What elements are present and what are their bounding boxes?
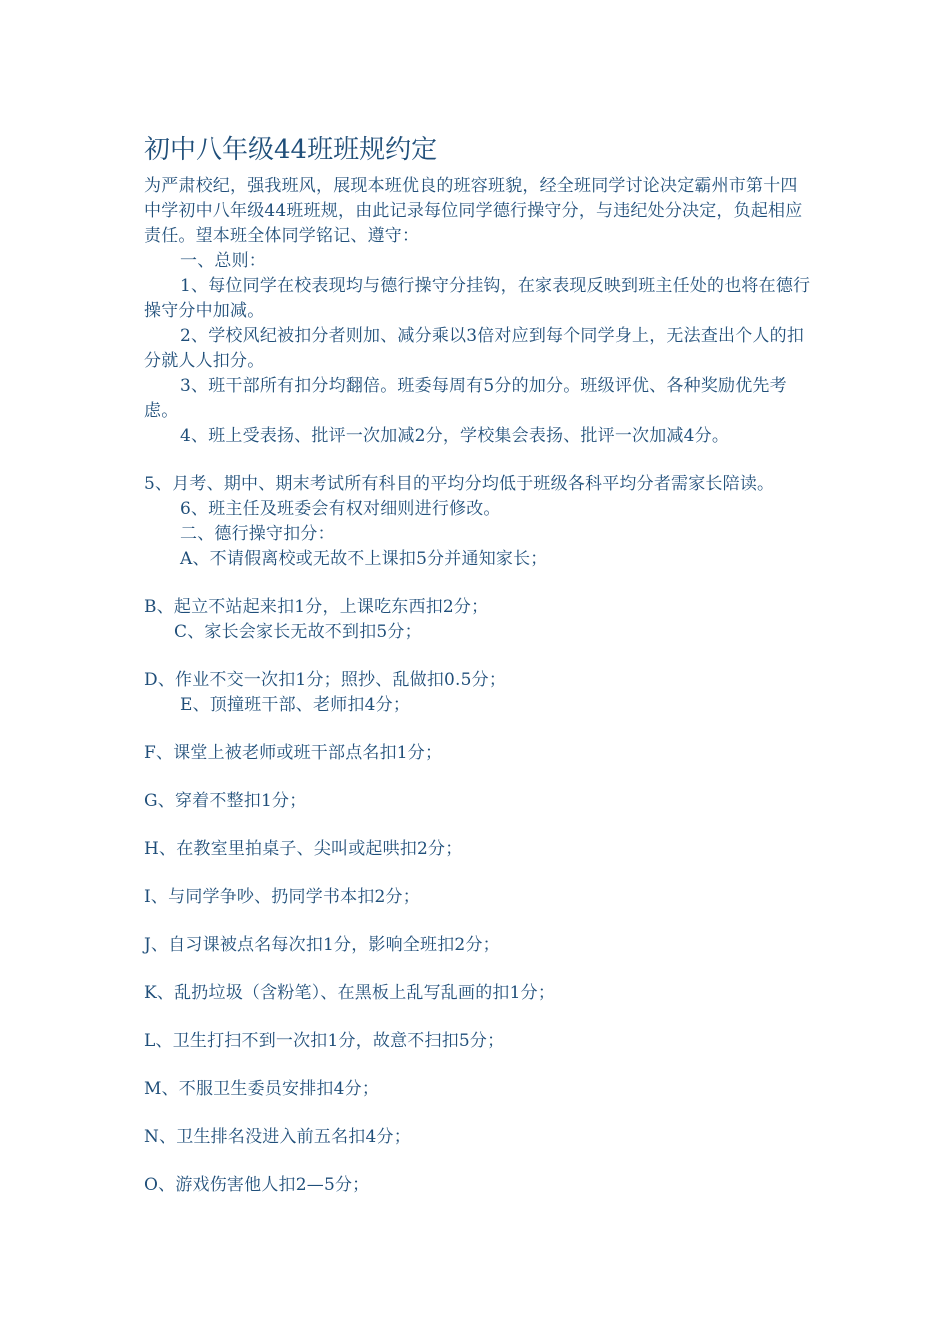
deduction-item-j: J、自习课被点名每次扣1分，影响全班扣2分； — [144, 935, 500, 955]
intro-paragraph: 为严肃校纪，强我班风，展现本班优良的班容班貌，经全班同学讨论决定霸州市第十四中学初中八年级44班班规，由此记录每位同学德行操守分，与违纪处分决定，负起相应责任。望本班全体同学铭记、遵守： — [144, 176, 803, 246]
deduction-item-h: H、在教室里拍桌子、尖叫或起哄扣2分； — [144, 839, 463, 859]
deduction-item-g: G、穿着不整扣1分； — [144, 791, 307, 811]
deduction-item-c: C、家长会家长无故不到扣5分； — [174, 622, 422, 642]
general-rule-2: 2、学校风纪被扣分者则加、减分乘以3倍对应到每个同学身上，无法查出个人的扣分就人人扣分。 — [144, 326, 805, 371]
deduction-item-a: A、不请假离校或无故不上课扣5分并通知家长； — [180, 549, 548, 569]
general-rule-3: 3、班干部所有扣分均翻倍。班委每周有5分的加分。班级评优、各种奖励优先考虑。 — [144, 376, 787, 421]
deduction-item-f: F、课堂上被老师或班干部点名扣1分； — [144, 743, 443, 763]
deduction-item-k: K、乱扔垃圾（含粉笔）、在黑板上乱写乱画的扣1分； — [144, 983, 556, 1003]
general-rule-5: 5、月考、期中、期末考试所有科目的平均分均低于班级各科平均分者需家长陪读。 — [144, 474, 775, 494]
general-rule-1: 1、每位同学在校表现均与德行操守分挂钩，在家表现反映到班主任处的也将在德行操守分中加减。 — [144, 276, 811, 321]
deduction-item-o: O、游戏伤害他人扣2—5分； — [144, 1175, 370, 1195]
deduction-item-m: M、不服卫生委员安排扣4分； — [144, 1079, 380, 1099]
section-heading-general: 一、总则： — [180, 251, 266, 271]
deduction-item-e: E、顶撞班干部、老师扣4分； — [180, 695, 411, 715]
document-body — [144, 130, 812, 1198]
deduction-item-n: N、卫生排名没进入前五名扣4分； — [144, 1127, 411, 1147]
general-rule-6: 6、班主任及班委会有权对细则进行修改。 — [180, 499, 501, 519]
deduction-item-l: L、卫生打扫不到一次扣1分，故意不扫扣5分； — [144, 1031, 505, 1051]
document-title: 初中八年级44班班规约定 — [144, 135, 438, 165]
section-heading-deductions: 二、德行操守扣分： — [180, 524, 335, 544]
deduction-item-b: B、起立不站起来扣1分，上课吃东西扣2分； — [144, 597, 489, 617]
deduction-item-d: D、作业不交一次扣1分；照抄、乱做扣0.5分； — [144, 670, 507, 690]
general-rule-4: 4、班上受表扬、批评一次加减2分，学校集会表扬、批评一次加减4分。 — [180, 426, 730, 446]
deduction-item-i: I、与同学争吵、扔同学书本扣2分； — [144, 887, 420, 907]
